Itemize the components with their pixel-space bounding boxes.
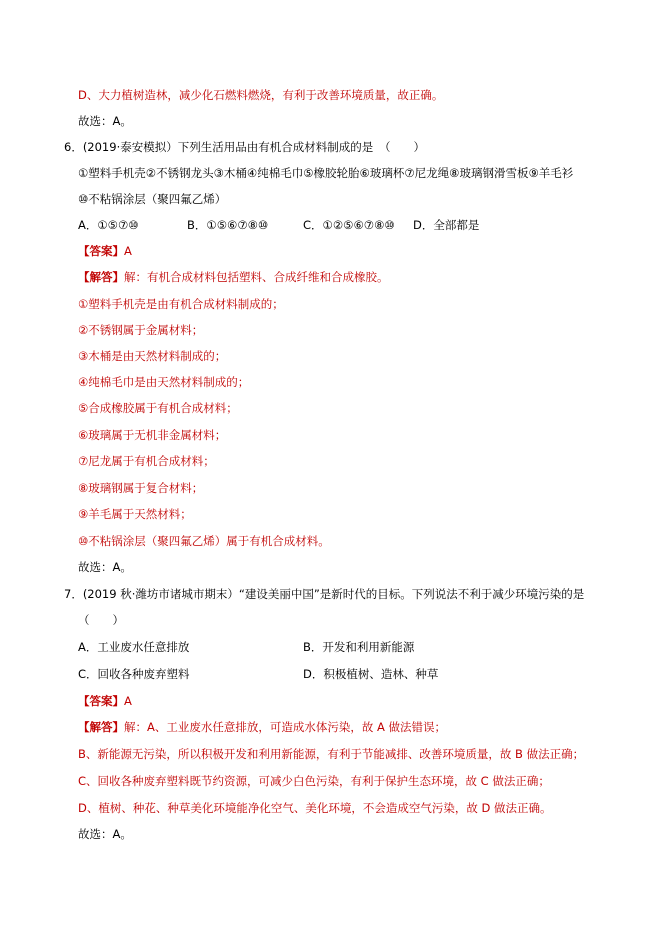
- q6-option-b: B．①⑤⑥⑦⑧⑩: [187, 218, 269, 232]
- q6-option-d: D．全部都是: [413, 218, 480, 232]
- q7-stem: 7．(2019 秋·潍坊市诸城市期末）“建设美丽中国”是新时代的目标。下列说法不利于减少环境污染的是: [64, 587, 585, 601]
- q6-answer-tag: 【答案】: [78, 244, 124, 258]
- q6-items-line1: ①塑料手机壳②不锈钢龙头③木桶④纯棉毛巾⑤橡胶轮胎⑥玻璃杯⑦尼龙绳⑧玻璃钢滑雪板⑨羊毛衫: [78, 166, 574, 180]
- q6-stem: 6．(2019·泰安模拟）下列生活用品由有机合成材料制成的是 （ ）: [64, 140, 425, 154]
- q6-option-c: C．①②⑤⑥⑦⑧⑩: [303, 218, 395, 232]
- q6-explain-line: ④纯棉毛巾是由天然材料制成的；: [78, 375, 250, 389]
- q6-explain-line: ③木桶是由天然材料制成的；: [78, 349, 227, 363]
- q7-option-a: A．工业废水任意排放: [78, 640, 190, 654]
- q7-explain-line: 解：A、工业废水任意排放，可造成水体污染，故 A 做法错误；: [124, 720, 447, 734]
- q7-explain-tag: 【解答】: [78, 720, 124, 734]
- q7-explain-line: B、新能源无污染，所以积极开发和利用新能源，有利于节能减排、改善环境质量，故 B 做法正确；: [78, 747, 585, 761]
- q6-explain-intro-text: 解：有机合成材料包括塑料、合成纤维和合成橡胶。: [124, 270, 389, 284]
- q6-explain-line: ⑦尼龙属于有机合成材料；: [78, 454, 215, 468]
- q7-answer-value: A: [124, 694, 132, 708]
- q6-explain-line: ⑥玻璃属于无机非金属材料；: [78, 428, 227, 442]
- q5-option-d-explanation: D、大力植树造林，减少化石燃料燃烧，有利于改善环境质量，故正确。: [78, 88, 444, 102]
- q7-choose: 故选：A。: [78, 827, 132, 841]
- q6-explain-line: ⑨羊毛属于天然材料；: [78, 507, 192, 521]
- q7-option-c: C．回收各种废弃塑料: [78, 667, 190, 681]
- q6-explain-line: ②不锈钢属于金属材料；: [78, 323, 204, 337]
- q7-explain-line: C、回收各种废弃塑料既节约资源，可减少白色污染，有利于保护生态环境，故 C 做法正确；: [78, 774, 550, 788]
- q5-choose: 故选：A。: [78, 114, 132, 128]
- q7-option-b: B．开发和利用新能源: [303, 640, 415, 654]
- q6-choose: 故选：A。: [78, 560, 132, 574]
- q7-explanation-first: [78, 719, 446, 735]
- q6-explain-line: ⑤合成橡胶属于有机合成材料；: [78, 401, 238, 415]
- q7-answer-tag: 【答案】: [78, 694, 124, 708]
- q6-explain-line: ⑧玻璃钢属于复合材料；: [78, 481, 204, 495]
- q7-paren: （ ）: [78, 613, 124, 627]
- q7-answer: [78, 693, 132, 709]
- q6-option-a: A．①⑤⑦⑩: [78, 218, 139, 232]
- q6-explain-tag: 【解答】: [78, 270, 124, 284]
- q6-items-line2: ⑩不粘锅涂层（聚四氟乙烯）: [78, 192, 227, 206]
- q6-answer: [78, 243, 132, 259]
- q7-explain-line: D、植树、种花、种草美化环境能净化空气、美化环境，不会造成空气污染，故 D 做法正确。: [78, 801, 552, 815]
- q6-explain-line: ⑩不粘锅涂层（聚四氟乙烯）属于有机合成材料。: [78, 534, 330, 548]
- q7-option-d: D．积极植树、造林、种草: [303, 667, 439, 681]
- q6-explanation-intro: [78, 269, 389, 285]
- q6-answer-value: A: [124, 244, 132, 258]
- q6-explain-line: ①塑料手机壳是由有机合成材料制成的；: [78, 297, 284, 311]
